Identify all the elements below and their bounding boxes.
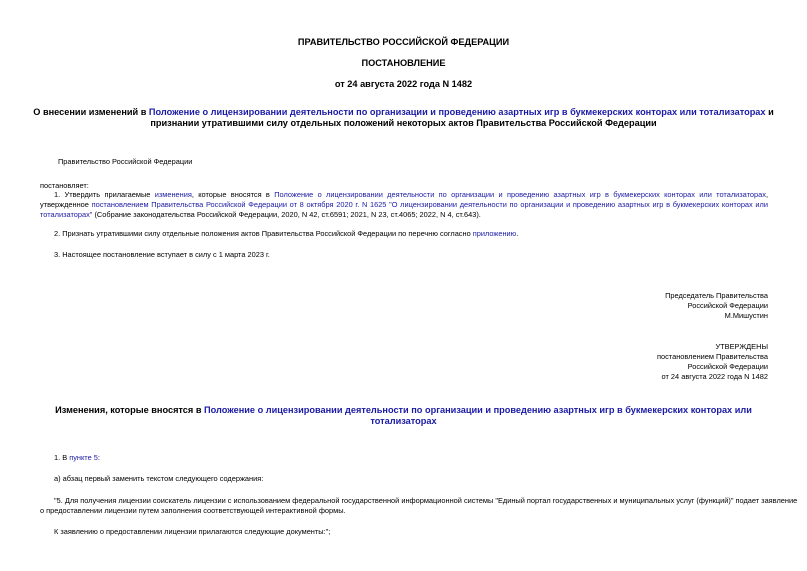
change-sub-a: а) абзац первый заменить текстом следующего содержания: [54,474,264,483]
p1-text-c: , утвержденное [40,190,768,209]
document-title-line2: признании утратившими силу отдельных положений некоторых актов Правительства Российской Федерации [150,118,657,128]
title-suffix: и [765,107,774,117]
item1-prefix: 1. В [54,453,70,462]
paragraph-1 [40,190,768,220]
document-type: ПОСТАНОВЛЕНИЕ [361,58,446,68]
approval-block [657,342,768,382]
p1-text-b: , которые вносятся в [191,190,275,199]
signature-position: Председатель Правительства [665,291,768,300]
quote-line-1: "5. Для получения лицензии соискатель лицензии с использованием федеральной государственной информационной системы "Единый портал государственных и муниципальных услуг (функций)" подает заявление [54,496,798,505]
quote-line-2: о предоставлении лицензии путем заполнения соответствующей интерактивной формы. [40,506,346,515]
p1-text-d: (Собрание законодательства Российской Федерации, 2020, N 42, ст.6591; 2021, N 23, ст.4065; 2022, N 4, ст.643). [94,210,481,219]
paragraph-3: 3. Настоящее постановление вступает в силу с 1 марта 2023 г. [54,250,270,259]
changes-link[interactable]: изменения [154,190,192,199]
decrees-text: постановляет: [40,181,89,190]
p2-text-b: . [516,229,519,238]
title-regulation-link[interactable]: Положение о лицензировании деятельности по организации и проведению азартных игр в букмекерских конторах или тотализаторах [148,107,766,117]
document-date-number: от 24 августа 2022 года N 1482 [334,79,473,89]
p2-text-a: 2. Признать утратившими силу отдельные положения актов Правительства Российской Федерации по перечню согласно [54,229,473,238]
changes-title-regulation-link[interactable]: Положение о лицензировании деятельности по организации и проведению азартных игр в букмекерских конторах или [204,405,752,415]
regulation-link[interactable]: Положение о лицензировании деятельности по организации и проведению азартных игр в букмекерских конторах или тотализаторах [274,190,766,199]
changes-title-line2 [0,416,807,427]
government-text: Правительство Российской Федерации [58,157,193,166]
approval-line3: Российской Федерации [687,362,768,371]
item1-suffix: : [97,453,100,462]
signature-name: М.Мишустин [724,311,768,320]
approval-date: от 24 августа 2022 года N 1482 [661,372,768,381]
clause-5-link[interactable]: пункте 5 [69,453,98,462]
changes-title [0,405,807,416]
document-org: ПРАВИТЕЛЬСТВО РОССИЙСКОЙ ФЕДЕРАЦИИ [297,37,510,47]
signature-block [665,291,768,321]
title-prefix: О внесении изменений в [33,107,149,117]
document-title [0,107,807,118]
change-item-1 [54,453,100,463]
approval-line2: постановлением Правительства [657,352,768,361]
decree-1625-link[interactable]: постановлением Правительства Российской Федерации от 8 октября 2020 г. N 1625 "О лицензировании деятельности по организации и проведению азартных игр в букмекерских конторах или тотализаторах" [40,200,768,219]
changes-title-prefix: Изменения, которые вносятся в [55,405,205,415]
appendix-link[interactable]: приложению [472,229,517,238]
changes-title-regulation-link-cont[interactable]: тотализаторах [370,416,437,426]
signature-country: Российской Федерации [687,301,768,310]
quote-line-3: К заявлению о предоставлении лицензии прилагаются следующие документы:"; [54,527,331,536]
paragraph-2 [54,229,518,239]
approval-heading: УТВЕРЖДЕНЫ [715,342,768,351]
p1-text-a: 1. Утвердить прилагаемые [54,190,155,199]
